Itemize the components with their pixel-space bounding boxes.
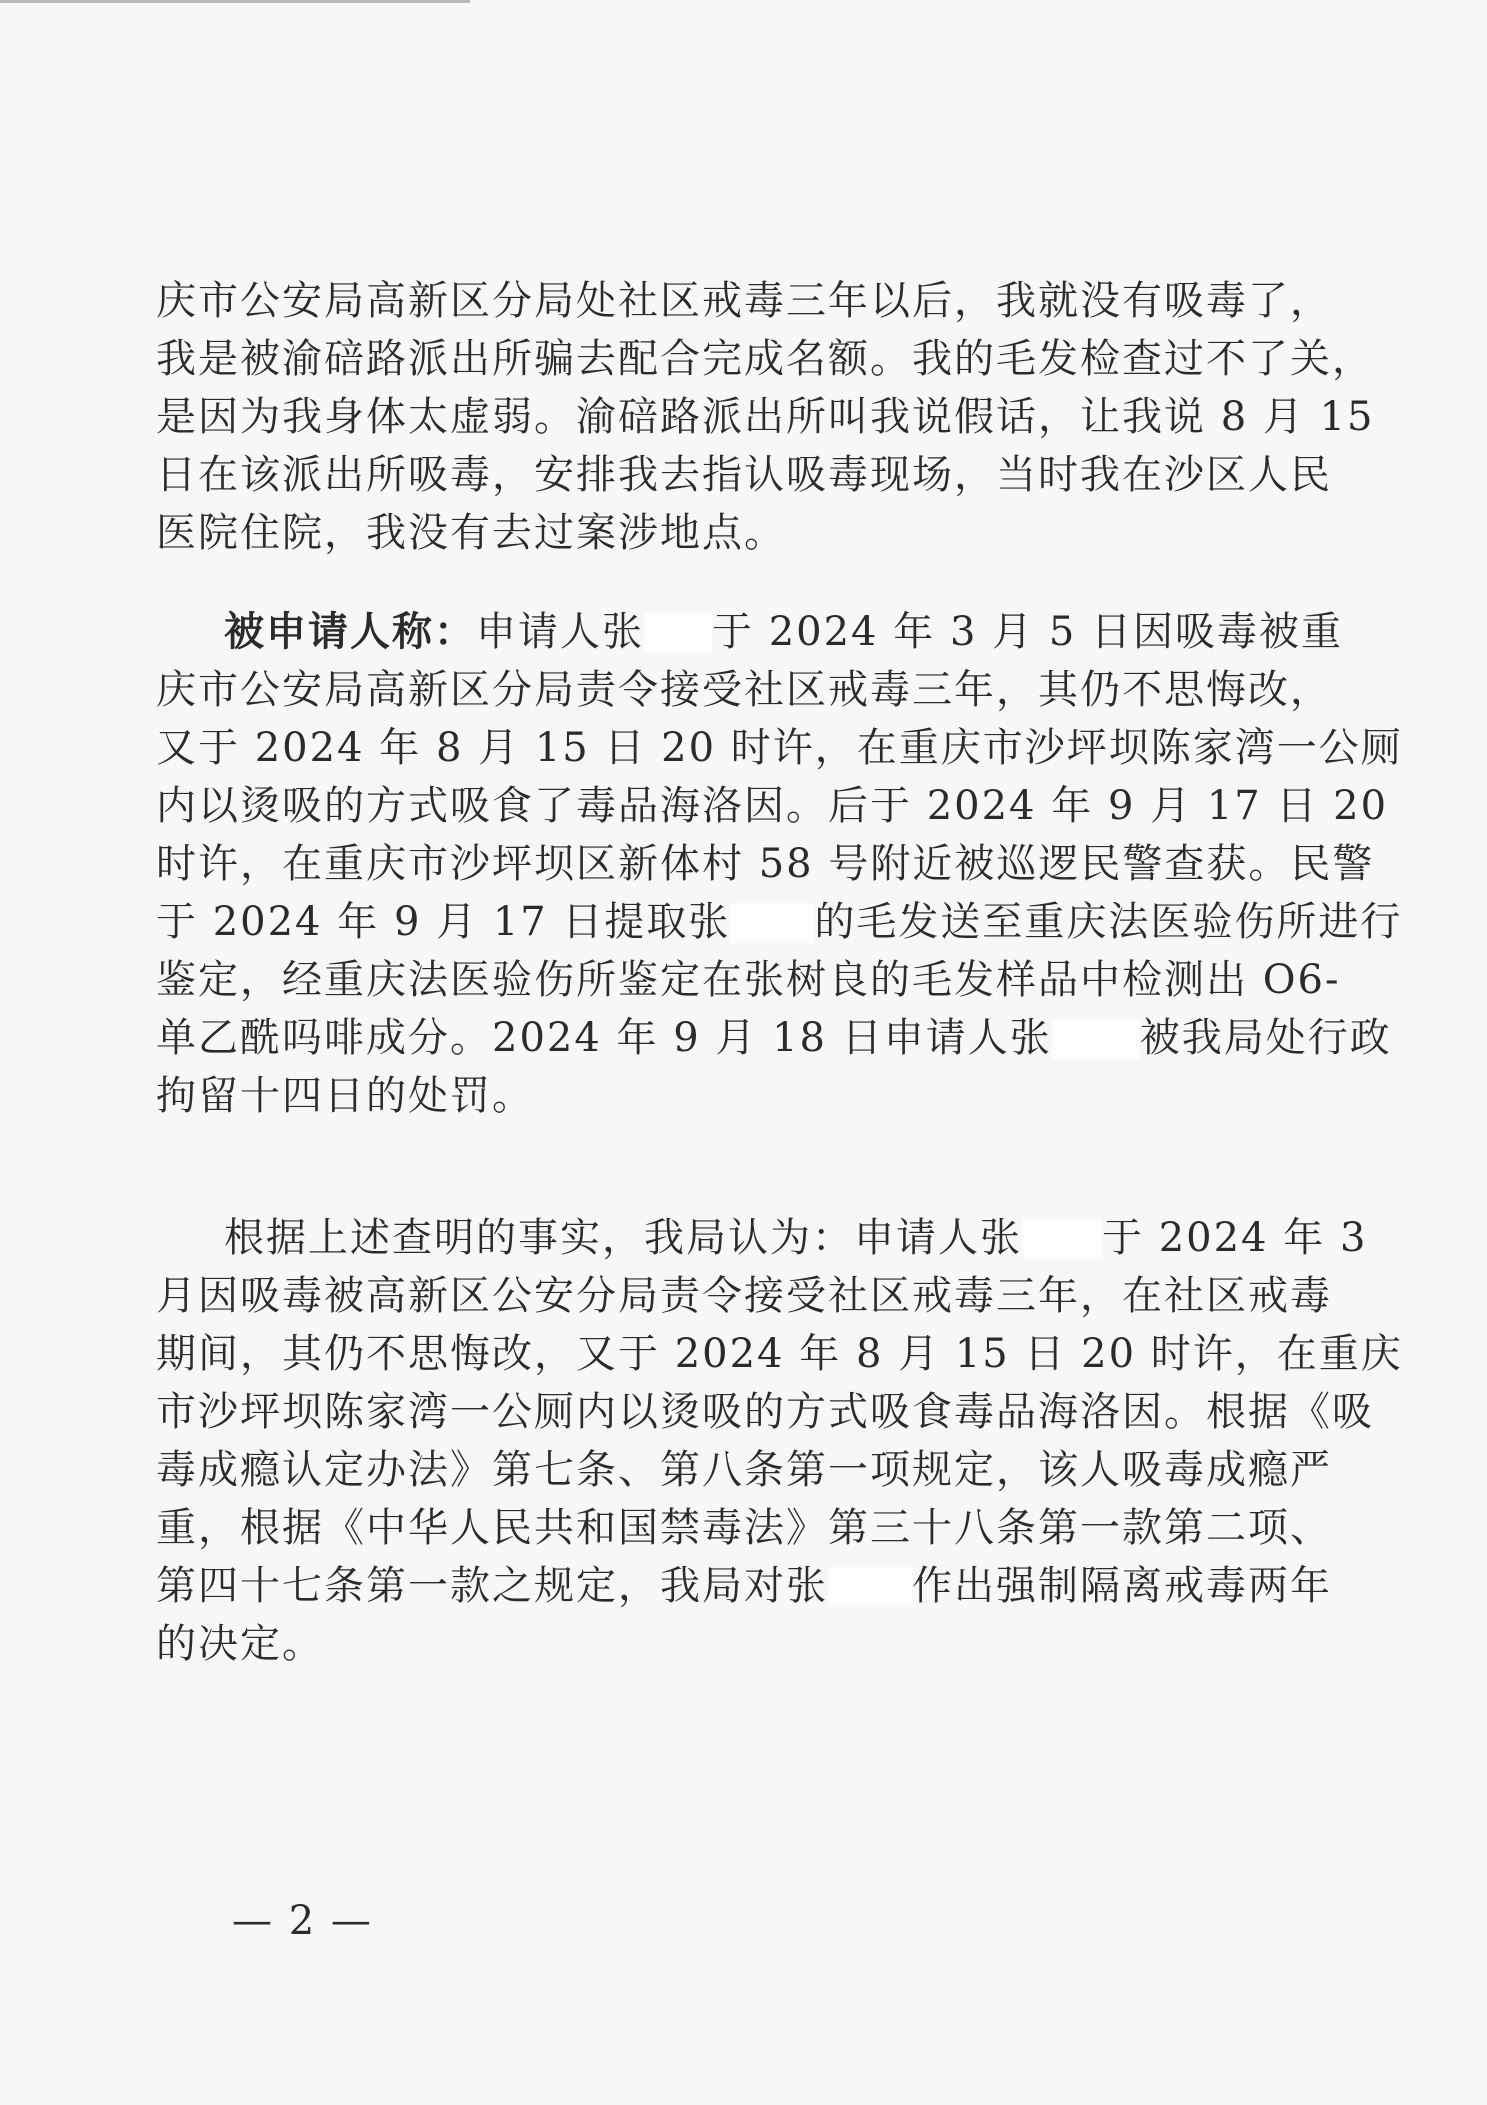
text-segment: 被我局处行政	[1139, 1015, 1392, 1061]
text-segment: 于 2024 年 3	[1102, 1215, 1368, 1261]
paragraph-line	[156, 603, 1343, 661]
paragraph-line: 庆市公安局高新区分局责令接受社区戒毒三年，其仍不思悔改，	[156, 667, 1332, 713]
text-segment: 于 2024 年 3 月 5 日因吸毒被重	[712, 609, 1343, 655]
paragraph-3	[156, 1209, 1403, 1673]
redaction-mark	[828, 1567, 912, 1607]
paragraph-line: 市沙坪坝陈家湾一公厕内以烫吸的方式吸食毒品海洛因。根据《吸	[156, 1389, 1374, 1435]
paragraph-line: 内以烫吸的方式吸食了毒品海洛因。后于 2024 年 9 月 17 日 20	[156, 783, 1389, 829]
text-segment: 第四十七条第一款之规定，我局对张	[156, 1563, 828, 1609]
paragraph-line	[156, 1557, 1332, 1615]
text-segment: 的毛发送至重庆法医验伤所进行	[814, 899, 1403, 945]
respondent-label: 被申请人称：	[224, 609, 476, 655]
text-segment: 单乙酰吗啡成分。2024 年 9 月 18 日申请人张	[156, 1015, 1052, 1061]
paragraph-line	[156, 893, 1403, 951]
paragraph-line: 时许，在重庆市沙坪坝区新体村 58 号附近被巡逻民警查获。民警	[156, 841, 1375, 887]
paragraph-line: 期间，其仍不思悔改，又于 2024 年 8 月 15 日 20 时许，在重庆	[156, 1331, 1403, 1377]
paragraph-line: 又于 2024 年 8 月 15 日 20 时许，在重庆市沙坪坝陈家湾一公厕	[156, 725, 1403, 771]
redaction-mark	[1022, 1219, 1102, 1259]
redaction-mark	[730, 903, 814, 943]
paragraph-line	[156, 1009, 1392, 1067]
scan-edge	[0, 0, 470, 3]
text-segment: 于 2024 年 9 月 17 日提取张	[156, 899, 731, 945]
text-segment: 根据上述查明的事实，我局认为：申请人张	[224, 1215, 1022, 1261]
paragraph-line: 重，根据《中华人民共和国禁毒法》第三十八条第一款第二项、	[156, 1505, 1332, 1551]
paragraph-2	[156, 603, 1403, 1125]
paragraph-line: 鉴定，经重庆法医验伤所鉴定在张树良的毛发样品中检测出 O6-	[156, 957, 1341, 1003]
paragraph-line: 医院住院，我没有去过案涉地点。	[156, 510, 786, 556]
paragraph-line	[156, 1209, 1368, 1267]
paragraph-line: 日在该派出所吸毒，安排我去指认吸毒现场，当时我在沙区人民	[156, 452, 1332, 498]
paragraph-line: 的决定。	[156, 1621, 324, 1667]
paragraph-line: 拘留十四日的处罚。	[156, 1073, 534, 1119]
text-segment: 申请人张	[476, 609, 644, 655]
paragraph-line: 庆市公安局高新区分局处社区戒毒三年以后，我就没有吸毒了，	[156, 278, 1332, 324]
paragraph-line: 我是被渝碚路派出所骗去配合完成名额。我的毛发检查过不了关，	[156, 336, 1374, 382]
paragraph-line: 月因吸毒被高新区公安分局责令接受社区戒毒三年，在社区戒毒	[156, 1273, 1332, 1319]
text-segment: 作出强制隔离戒毒两年	[912, 1563, 1332, 1609]
paragraph-line: 毒成瘾认定办法》第七条、第八条第一项规定，该人吸毒成瘾严	[156, 1447, 1332, 1493]
redaction-mark	[1052, 1019, 1140, 1059]
redaction-mark	[644, 613, 712, 653]
page-number: — 2 —	[232, 1898, 373, 1944]
paragraph-line: 是因为我身体太虚弱。渝碚路派出所叫我说假话，让我说 8 月 15	[156, 394, 1375, 440]
paragraph-1	[156, 272, 1375, 562]
